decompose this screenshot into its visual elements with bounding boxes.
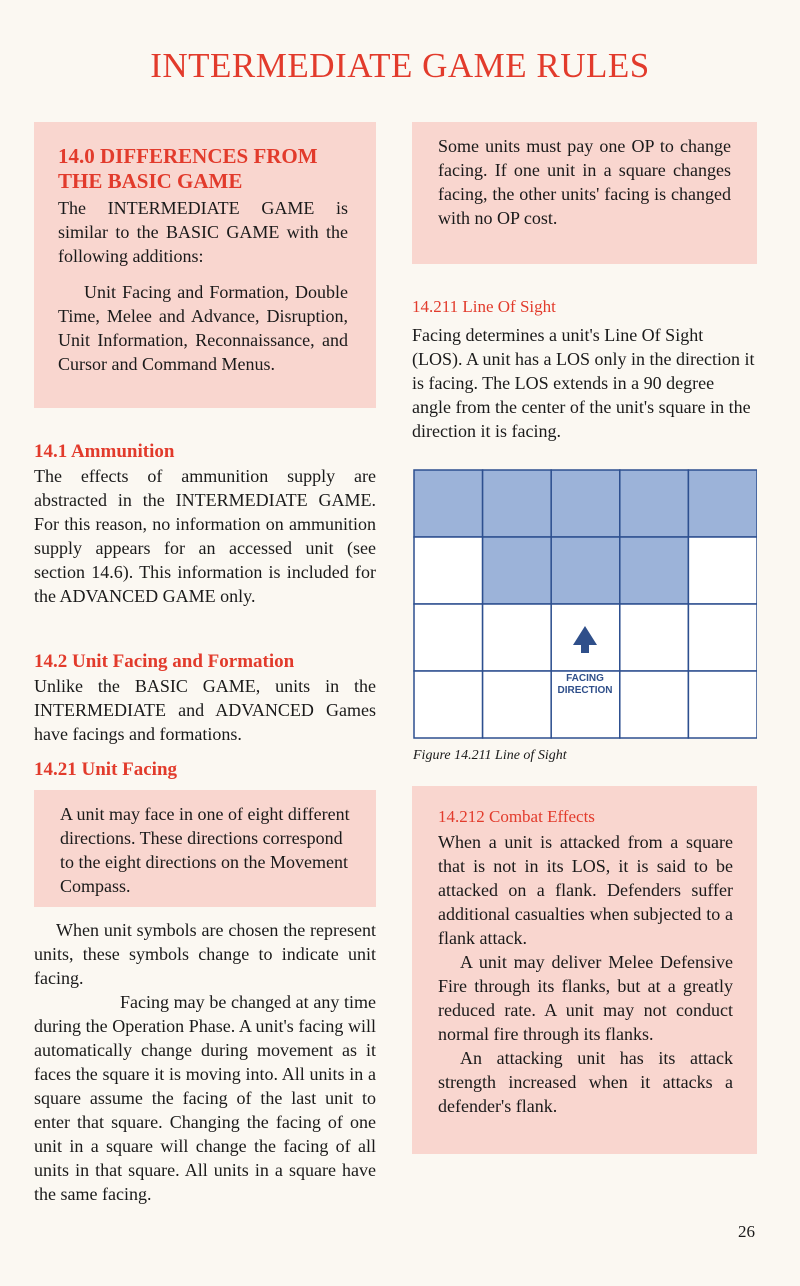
combat-flank-paragraph: When a unit is attacked from a square that is not in its LOS, it is said to be attacked on a flank. Defenders suffer additional casualties when subjected to a flank attack. bbox=[438, 832, 733, 948]
los-grid bbox=[413, 469, 757, 739]
los-cell bbox=[688, 470, 757, 537]
facing-cost-box bbox=[412, 122, 757, 264]
section-14-212-heading: 14.212 Combat Effects bbox=[438, 807, 595, 826]
page-title: INTERMEDIATE GAME RULES bbox=[150, 46, 650, 85]
section-14-2-heading: 14.2 Unit Facing and Formation bbox=[34, 651, 295, 672]
facing-label-line2: DIRECTION bbox=[557, 685, 613, 696]
los-cell bbox=[620, 470, 689, 537]
section-14-21 bbox=[34, 758, 376, 782]
los-cell bbox=[483, 470, 552, 537]
unit-symbols-paragraph: When unit symbols are chosen the represent units, these symbols change to indicate unit facing. bbox=[34, 920, 376, 988]
los-cell bbox=[620, 537, 689, 604]
section-14-1-heading: 14.1 Ammunition bbox=[34, 441, 175, 462]
section-14-0-additions: Unit Facing and Formation, Double Time, Melee and Advance, Disruption, Unit Information, Reconnaissance, and Cursor and Command Menus. bbox=[58, 282, 348, 374]
facing-cost-text: Some units must pay one OP to change facing. If one unit in a square changes facing, the other units' facing is changed with no OP cost. bbox=[438, 136, 731, 228]
grid-cell bbox=[688, 671, 757, 738]
section-14-211-heading: 14.211 Line Of Sight bbox=[412, 297, 556, 316]
grid-cell bbox=[414, 671, 483, 738]
section-14-1-body: The effects of ammunition supply are abstracted in the INTERMEDIATE GAME. For this reason, no information on ammunition supply appears for an accessed unit (see section 14.6). This information is included for the ADVANCED GAME only. bbox=[34, 466, 376, 606]
section-14-211 bbox=[412, 295, 757, 443]
grid-cell bbox=[620, 604, 689, 671]
unit-facing-body bbox=[34, 918, 376, 1206]
figure-caption: Figure 14.211 Line of Sight bbox=[413, 748, 567, 763]
section-14-0-intro: The INTERMEDIATE GAME is similar to the BASIC GAME with the following additions: bbox=[58, 198, 348, 266]
section-14-211-body: Facing determines a unit's Line Of Sight (LOS). A unit has a LOS only in the direction it is facing. The LOS extends in a 90 degree angle from the center of the unit's square in the direction it is facing. bbox=[412, 325, 755, 441]
section-14-0-heading: 14.0 DIFFERENCES FROM THE BASIC GAME bbox=[58, 144, 318, 193]
page-number: 26 bbox=[738, 1222, 755, 1241]
eight-directions-text: A unit may face in one of eight different directions. These directions correspond to the eight directions on the Movement Compass. bbox=[60, 804, 350, 896]
grid-cell bbox=[414, 537, 483, 604]
grid-cell bbox=[414, 604, 483, 671]
line-of-sight-figure bbox=[413, 469, 757, 744]
section-14-21-heading: 14.21 Unit Facing bbox=[34, 759, 178, 780]
section-14-2 bbox=[34, 650, 376, 746]
grid-cell bbox=[483, 604, 552, 671]
section-14-1 bbox=[34, 440, 376, 608]
combat-effects-box bbox=[412, 786, 757, 1154]
grid-cell bbox=[688, 537, 757, 604]
combat-melee-paragraph: A unit may deliver Melee Defensive Fire through its flanks, but at a greatly reduced rate. A unit may not conduct normal fire through its flanks. bbox=[438, 952, 733, 1044]
los-cell bbox=[414, 470, 483, 537]
los-cell bbox=[551, 537, 620, 604]
section-14-2-body: Unlike the BASIC GAME, units in the INTERMEDIATE and ADVANCED Games have facings and formations. bbox=[34, 676, 376, 744]
facing-change-paragraph: Facing may be changed at any time during the Operation Phase. A unit's facing will automatically change during movement as it faces the square it is moving into. All units in a square assume the facing of the last unit to enter that square. Changing the facing of one unit in a square will change the facing of all units in that square. All units in a square have the same facing. bbox=[34, 992, 376, 1204]
combat-attack-paragraph: An attacking unit has its attack strength increased when it attacks a defender's flank. bbox=[438, 1048, 733, 1116]
los-cell bbox=[483, 537, 552, 604]
grid-cell bbox=[483, 671, 552, 738]
differences-box bbox=[34, 122, 376, 408]
grid-cell bbox=[688, 604, 757, 671]
eight-directions-box bbox=[34, 790, 376, 907]
los-cell bbox=[551, 470, 620, 537]
facing-label-line1: FACING bbox=[566, 673, 604, 684]
grid-cell bbox=[620, 671, 689, 738]
